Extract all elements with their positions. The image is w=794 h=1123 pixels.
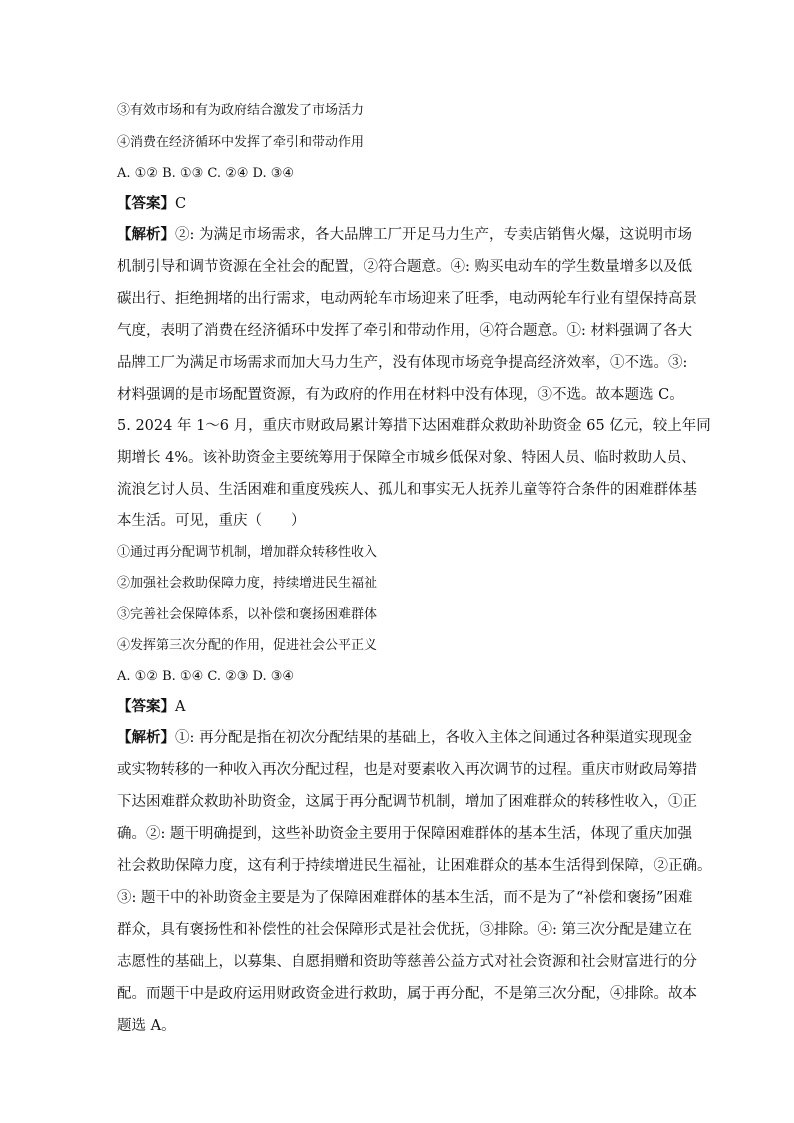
q5-analysis-line-7: 群众，具有褒扬性和补偿性的社会保障形式是社会优抚，③排除。④: 第三次分配是建立在 xyxy=(117,922,692,938)
q5-stem-line-4: 本生活。可见，重庆（ ） xyxy=(117,513,306,529)
q4-option-3: ③有效市场和有为政府结合激发了市场活力 xyxy=(117,103,365,118)
q5-analysis-line-4: 确。②: 题干明确提到，这些补助资金主要用于保障困难群体的基本生活，体现了重庆加强 xyxy=(117,826,692,842)
q5-analysis-line-10: 题选 A。 xyxy=(117,1018,176,1034)
q5-analysis-line-9: 配。而题干中是政府运用财政资金进行救助，属于再分配，不是第三次分配，④排除。故本 xyxy=(117,986,697,1002)
q4-analysis-line-3: 碳出行、拒绝拥堵的出行需求，电动两轮车市场迎来了旺季，电动两轮车行业有望保持高景 xyxy=(117,291,697,307)
q4-analysis-line-2: 机制引导和调节资源在全社会的配置，②符合题意。④: 购买电动车的学生数量增多以及低 xyxy=(117,259,692,275)
q5-analysis-line-6: ③: 题干中的补助资金主要是为了保障困难群体的基本生活，而不是为了“补偿和褒扬”困难 xyxy=(117,890,693,906)
q5-analysis-line-5: 社会救助保障力度，这有利于持续增进民生福祉，让困难群众的基本生活得到保障，②正确。 xyxy=(117,858,712,874)
q5-analysis-line-2: 或实物转移的一种收入再次分配过程，也是对要素收入再次调节的过程。重庆市财政局筹措 xyxy=(117,762,697,778)
q5-analysis-line-8: 志愿性的基础上，以募集、自愿捐赠和资助等慈善公益方式对社会资源和社会财富进行的分 xyxy=(117,954,697,970)
answer-label: 【答案】 xyxy=(117,698,175,715)
q4-analysis-line-4: 气度，表明了消费在经济循环中发挥了牵引和带动作用，④符合题意。①: 材料强调了各大 xyxy=(117,323,692,339)
analysis-label: 【解析】 xyxy=(117,226,175,243)
q5-option-2: ②加强社会救助保障力度，持续增进民生福祉 xyxy=(117,576,378,591)
q5-stem-line-1: 5. 2024 年 1～6 月，重庆市财政局累计筹措下达困难群众救助补助资金 65 亿元，较上年同 xyxy=(117,418,711,434)
q5-stem-line-3: 流浪乞讨人员、生活困难和重度残疾人、孤儿和事实无人抚养儿童等符合条件的困难群体基 xyxy=(117,482,697,498)
answer-label: 【答案】 xyxy=(117,195,175,212)
q5-option-1: ①通过再分配调节机制，增加群众转移性收入 xyxy=(117,545,378,560)
q5-option-3: ③完善社会保障体系，以补偿和褒扬困难群体 xyxy=(117,607,378,622)
answer-value: C xyxy=(175,196,187,212)
q4-analysis-line-5: 品牌工厂为满足市场需求而加大马力生产，没有体现市场竞争提高经济效率，①不选。③: xyxy=(117,355,688,371)
q5-answer xyxy=(117,700,185,715)
analysis-label: 【解析】 xyxy=(117,729,175,746)
q4-analysis-line-1: 【解析】②: 为满足市场需求，各大品牌工厂开足马力生产，专卖店销售火爆，这说明市场 xyxy=(117,226,692,243)
q5-option-4: ④发挥第三次分配的作用，促进社会公平正义 xyxy=(117,638,378,653)
q4-option-4: ④消费在经济循环中发挥了牵引和带动作用 xyxy=(117,135,365,150)
q4-analysis-line-6: 材料强调的是市场配置资源，有为政府的作用在材料中没有体现，③不选。故本题选 C。 xyxy=(117,387,684,403)
q4-answer xyxy=(117,197,186,212)
answer-value: A xyxy=(175,699,186,715)
q5-stem-line-2: 期增长 4%。该补助资金主要统筹用于保障全市城乡低保对象、特困人员、临时救助人员、 xyxy=(117,450,696,466)
q5-analysis-line-1: 【解析】①: 再分配是指在初次分配结果的基础上，各收入主体之间通过各种渠道实现现金 xyxy=(117,729,692,746)
q4-choices: A. ①② B. ①③ C. ②④ D. ③④ xyxy=(117,166,295,181)
q5-choices: A. ①② B. ①④ C. ②③ D. ③④ xyxy=(117,669,295,684)
q5-analysis-line-3: 下达困难群众救助补助资金，这属于再分配调节机制，增加了困难群众的转移性收入，①正 xyxy=(117,794,697,810)
